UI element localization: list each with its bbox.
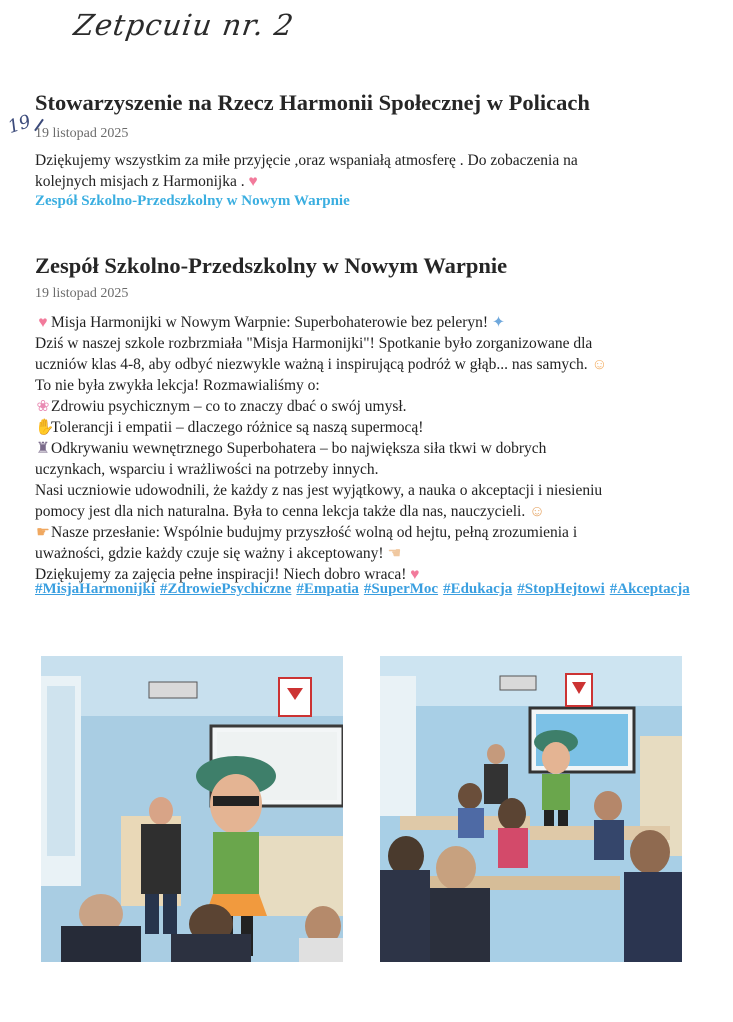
post1-line2	[35, 171, 690, 192]
superhero-icon: ♜	[36, 440, 50, 457]
line-text: Tolerancji i empatii – dlaczego różnice są naszą supermocą!	[51, 419, 424, 436]
post1-line1: Dziękujemy wszystkim za miłe przyjęcie ,oraz wspaniałą atmosferę . Do zobaczenia na	[35, 152, 578, 169]
hashtag-link[interactable]: #Akceptacja	[609, 581, 690, 597]
classroom-photo-left	[41, 656, 343, 962]
hashtag-link[interactable]: #StopHejtowi	[517, 581, 605, 597]
classroom-photo-right	[380, 656, 682, 962]
handwritten-header: Zetpcuiu nr. 2	[71, 8, 297, 42]
post2-line	[35, 417, 690, 438]
hashtag-link[interactable]: #Empatia	[296, 581, 359, 597]
post1-line2-text: kolejnych misjach z Harmonijka .	[35, 173, 245, 190]
post2-line	[35, 543, 690, 564]
hashtag-link[interactable]: #SuperMoc	[363, 581, 439, 597]
smile-icon: ☺	[529, 503, 545, 520]
post1-signature[interactable]: Zespół Szkolno-Przedszkolny w Nowym Warpnie	[35, 193, 350, 209]
line-text: Odkrywaniu wewnętrznego Superbohatera – bo największa siła tkwi w dobrych	[51, 440, 547, 457]
post2-line	[35, 354, 690, 375]
heart-icon: ♥	[248, 173, 258, 190]
line-text: uczniów klas 4-8, aby odbyć niezwykle ważną i inspirującą podróż w głąb... nas samych.	[35, 356, 588, 373]
line-text: pomocy jest dla nich naturalna. Była to cenna lekcja także dla nas, nauczycieli.	[35, 503, 526, 520]
line-text: Dziękujemy za zajęcia pełne inspiracji! Niech dobro wraca!	[35, 566, 407, 583]
post2-title: Zespół Szkolno-Przedszkolny w Nowym Warpnie	[35, 253, 508, 278]
line-text: Zdrowiu psychicznym – co to znaczy dbać o swój umysł.	[51, 398, 407, 415]
post2-line	[35, 501, 690, 522]
post1-text	[35, 150, 690, 192]
post2-line: Nasi uczniowie udowodnili, że każdy z nas jest wyjątkowy, a nauka o akceptacji i niesieniu	[35, 482, 603, 499]
post2-date: 19 listopad 2025	[35, 286, 129, 301]
brain-icon: ❀	[36, 398, 50, 415]
line-text: Misja Harmonijki w Nowym Warpnie: Superbohaterowie bez peleryn!	[51, 314, 489, 331]
pointing-hand-icon: ☛	[36, 524, 50, 541]
post2-line	[35, 396, 690, 417]
hashtag-link[interactable]: #ZdrowiePsychiczne	[160, 581, 292, 597]
post2-line: To nie była zwykła lekcja! Rozmawialiśmy o:	[35, 377, 320, 394]
post2-line: uczynkach, wsparciu i wrażliwości na potrzeby innych.	[35, 461, 379, 478]
sparkle-icon: ✦	[491, 314, 505, 331]
handwritten-date-correction: 19	[5, 110, 34, 139]
post2-body	[35, 312, 690, 585]
hashtags	[35, 579, 695, 600]
line-text: uważności, gdzie każdy czuje się ważny i akceptowany!	[35, 545, 384, 562]
heart-icon: ♥	[410, 566, 420, 583]
post1-title: Stowarzyszenie na Rzecz Harmonii Społecznej w Policach	[35, 90, 590, 115]
post2-line	[35, 522, 690, 543]
hashtag-link[interactable]: #Edukacja	[443, 581, 513, 597]
heart-icon: ♥	[38, 314, 48, 331]
line-text: Nasze przesłanie: Wspólnie budujmy przyszłość wolną od hejtu, pełną zrozumienia i	[51, 524, 578, 541]
post2-line	[35, 438, 690, 459]
handshake-icon: ✋	[35, 419, 55, 436]
post1-date: 19 listopad 2025	[35, 126, 129, 141]
post2-line	[35, 312, 690, 333]
pointing-hand-icon: ☚	[387, 545, 402, 562]
hashtag-link[interactable]: #MisjaHarmonijki	[35, 581, 155, 597]
smile-icon: ☺	[591, 356, 608, 373]
post2-line: Dziś w naszej szkole rozbrzmiała "Misja Harmonijki"! Spotkanie było zorganizowane dla	[35, 335, 593, 352]
